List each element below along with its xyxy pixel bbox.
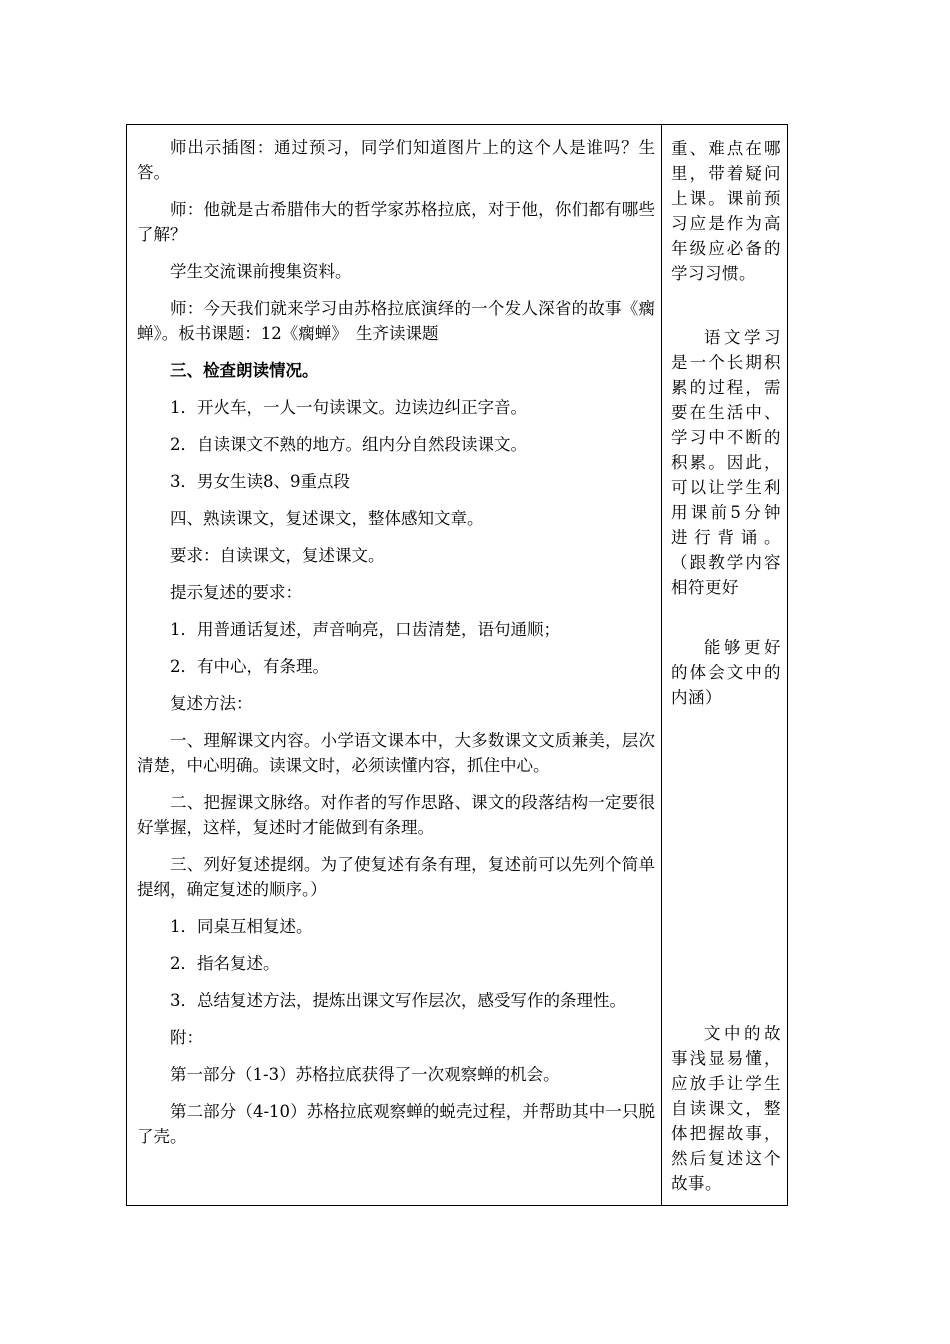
- paragraph: 1．用普通话复述，声音响亮，口齿清楚，语句通顺；: [170, 620, 560, 639]
- paragraph: 2．有中心，有条理。: [170, 657, 329, 676]
- side-note: [671, 136, 781, 286]
- paragraph: 三、列好复述提纲。为了使复述有条有理，复述前可以先列个简单提纲，确定复述的顺序。）: [137, 855, 655, 899]
- paragraph: 师：他就是古希腊伟大的哲学家苏格拉底，对于他，你们都有哪些了解？: [137, 200, 655, 244]
- paragraph: 二、把握课文脉络。对作者的写作思路、课文的段落结构一定要很好掌握，这样，复述时才能做到有条理。: [137, 793, 655, 837]
- paragraph: 附：: [170, 1028, 203, 1047]
- side-note: [671, 1021, 781, 1196]
- lesson-plan-table: [126, 124, 788, 1206]
- column-divider: [661, 125, 662, 1205]
- paragraph: 学生交流课前搜集资料。: [170, 262, 352, 281]
- paragraph: 1．同桌互相复述。: [170, 917, 313, 936]
- paragraph: 3．总结复述方法，提炼出课文写作层次，感受写作的条理性。: [170, 991, 626, 1010]
- paragraph: 2．自读课文不熟的地方。组内分自然段读课文。: [170, 435, 527, 454]
- teaching-process-column: [137, 135, 655, 1161]
- paragraph: 提示复述的要求：: [170, 583, 302, 602]
- paragraph: 师出示插图：通过预习，同学们知道图片上的这个人是谁吗？生答。: [137, 138, 655, 182]
- side-note: [671, 325, 781, 600]
- paragraph: 四、熟读课文，复述课文，整体感知文章。: [170, 509, 484, 528]
- paragraph: 第一部分（1-3）苏格拉底获得了一次观察蝉的机会。: [170, 1065, 560, 1084]
- paragraph: 师：今天我们就来学习由苏格拉底演绎的一个发人深省的故事《瘸蝉》。板书课题：12《瘸蝉》 生齐读课题: [137, 299, 655, 343]
- side-note-text: 重、难点在哪里，带着疑问上课。课前预习应是作为高年级应必备的学习习惯。: [671, 139, 781, 283]
- section-heading: 三、检查朗读情况。: [170, 361, 319, 380]
- paragraph: 1．开火车，一人一句读课文。边读边纠正字音。: [170, 398, 527, 417]
- side-note-text: 文中的故事浅显易懂，应放手让学生自读课文，整体把握故事，然后复述这个故事。: [671, 1024, 781, 1193]
- paragraph: 复述方法：: [170, 694, 253, 713]
- paragraph: 要求：自读课文，复述课文。: [170, 546, 385, 565]
- paragraph: 一、理解课文内容。小学语文课本中，大多数课文文质兼美，层次清楚，中心明确。读课文时，必须读懂内容，抓住中心。: [137, 731, 655, 775]
- paragraph: 3．男女生读8、9重点段: [170, 472, 350, 491]
- paragraph: 第二部分（4-10）苏格拉底观察蝉的蜕壳过程，并帮助其中一只脱了壳。: [137, 1102, 655, 1146]
- paragraph: 2．指名复述。: [170, 954, 280, 973]
- side-note-text: 能够更好的体会文中的内涵）: [671, 638, 781, 707]
- side-note-text: 语文学习是一个长期积累的过程，需要在生活中、学习中不断的积累。因此，可以让学生利用课前5分钟进行背诵。（跟教学内容相符更好: [671, 328, 781, 597]
- side-note: [671, 635, 781, 710]
